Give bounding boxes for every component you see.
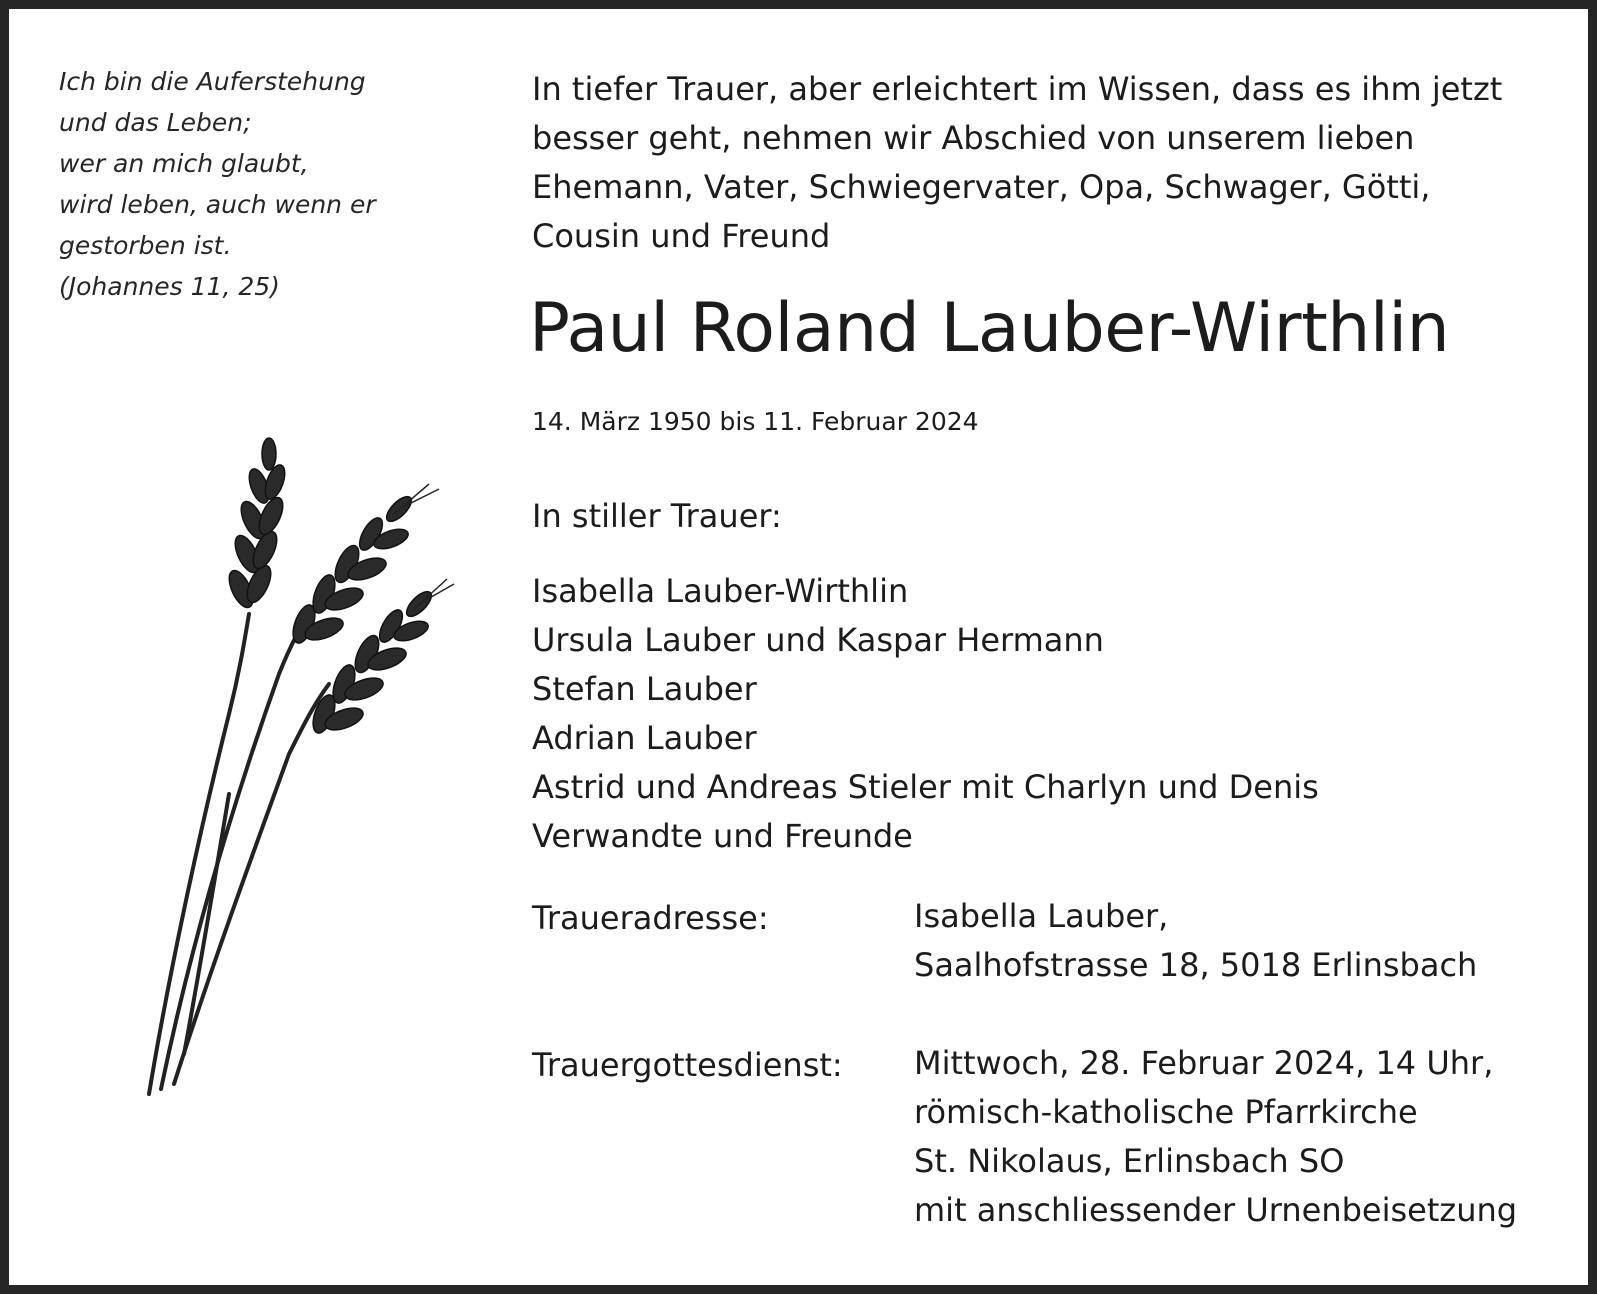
mourner-name: Verwandte und Freunde	[532, 817, 913, 855]
service-line: römisch-katholische Pfarrkirche	[914, 1093, 1418, 1131]
service-line: Mittwoch, 28. Februar 2024, 14 Uhr,	[914, 1044, 1494, 1082]
mourner-name: Ursula Lauber und Kaspar Hermann	[532, 621, 1104, 659]
mourner-name: Astrid und Andreas Stieler mit Charlyn und Denis	[532, 768, 1319, 806]
verse-reference: (Johannes 11, 25)	[59, 272, 280, 301]
wheat-ear-1	[224, 438, 288, 611]
life-dates: 14. März 1950 bis 11. Februar 2024	[532, 407, 979, 436]
intro-line: besser geht, nehmen wir Abschied von unserem lieben	[532, 119, 1415, 157]
mourners-heading: In stiller Trauer:	[532, 497, 782, 535]
mourner-name: Isabella Lauber-Wirthlin	[532, 572, 909, 610]
verse-line: Ich bin die Auferstehung	[59, 67, 366, 96]
address-label: Traueradresse:	[532, 899, 769, 937]
service-line: St. Nikolaus, Erlinsbach SO	[914, 1142, 1345, 1180]
intro-text	[532, 65, 1552, 261]
verse-line: und das Leben;	[59, 108, 252, 137]
wheat-stalks-icon	[129, 414, 479, 1134]
address-line: Isabella Lauber,	[914, 897, 1169, 935]
mourner-name: Stefan Lauber	[532, 670, 757, 708]
intro-line: Ehemann, Vater, Schwiegervater, Opa, Schwager, Götti,	[532, 168, 1431, 206]
address-lines	[914, 892, 1477, 990]
verse-line: gestorben ist.	[59, 231, 232, 260]
verse-line: wer an mich glaubt,	[59, 149, 309, 178]
deceased-name: Paul Roland Lauber-Wirthlin	[529, 289, 1450, 368]
verse-line: wird leben, auch wenn er	[59, 190, 376, 219]
intro-line: In tiefer Trauer, aber erleichtert im Wissen, dass es ihm jetzt	[532, 70, 1503, 108]
mourners-list	[532, 567, 1319, 861]
service-label: Trauergottesdienst:	[532, 1046, 843, 1084]
bible-verse	[59, 61, 459, 307]
intro-line: Cousin und Freund	[532, 217, 831, 255]
service-lines	[914, 1039, 1517, 1235]
mourner-name: Adrian Lauber	[532, 719, 757, 757]
address-line: Saalhofstrasse 18, 5018 Erlinsbach	[914, 946, 1478, 984]
service-line: mit anschliessender Urnenbeisetzung	[914, 1191, 1518, 1229]
